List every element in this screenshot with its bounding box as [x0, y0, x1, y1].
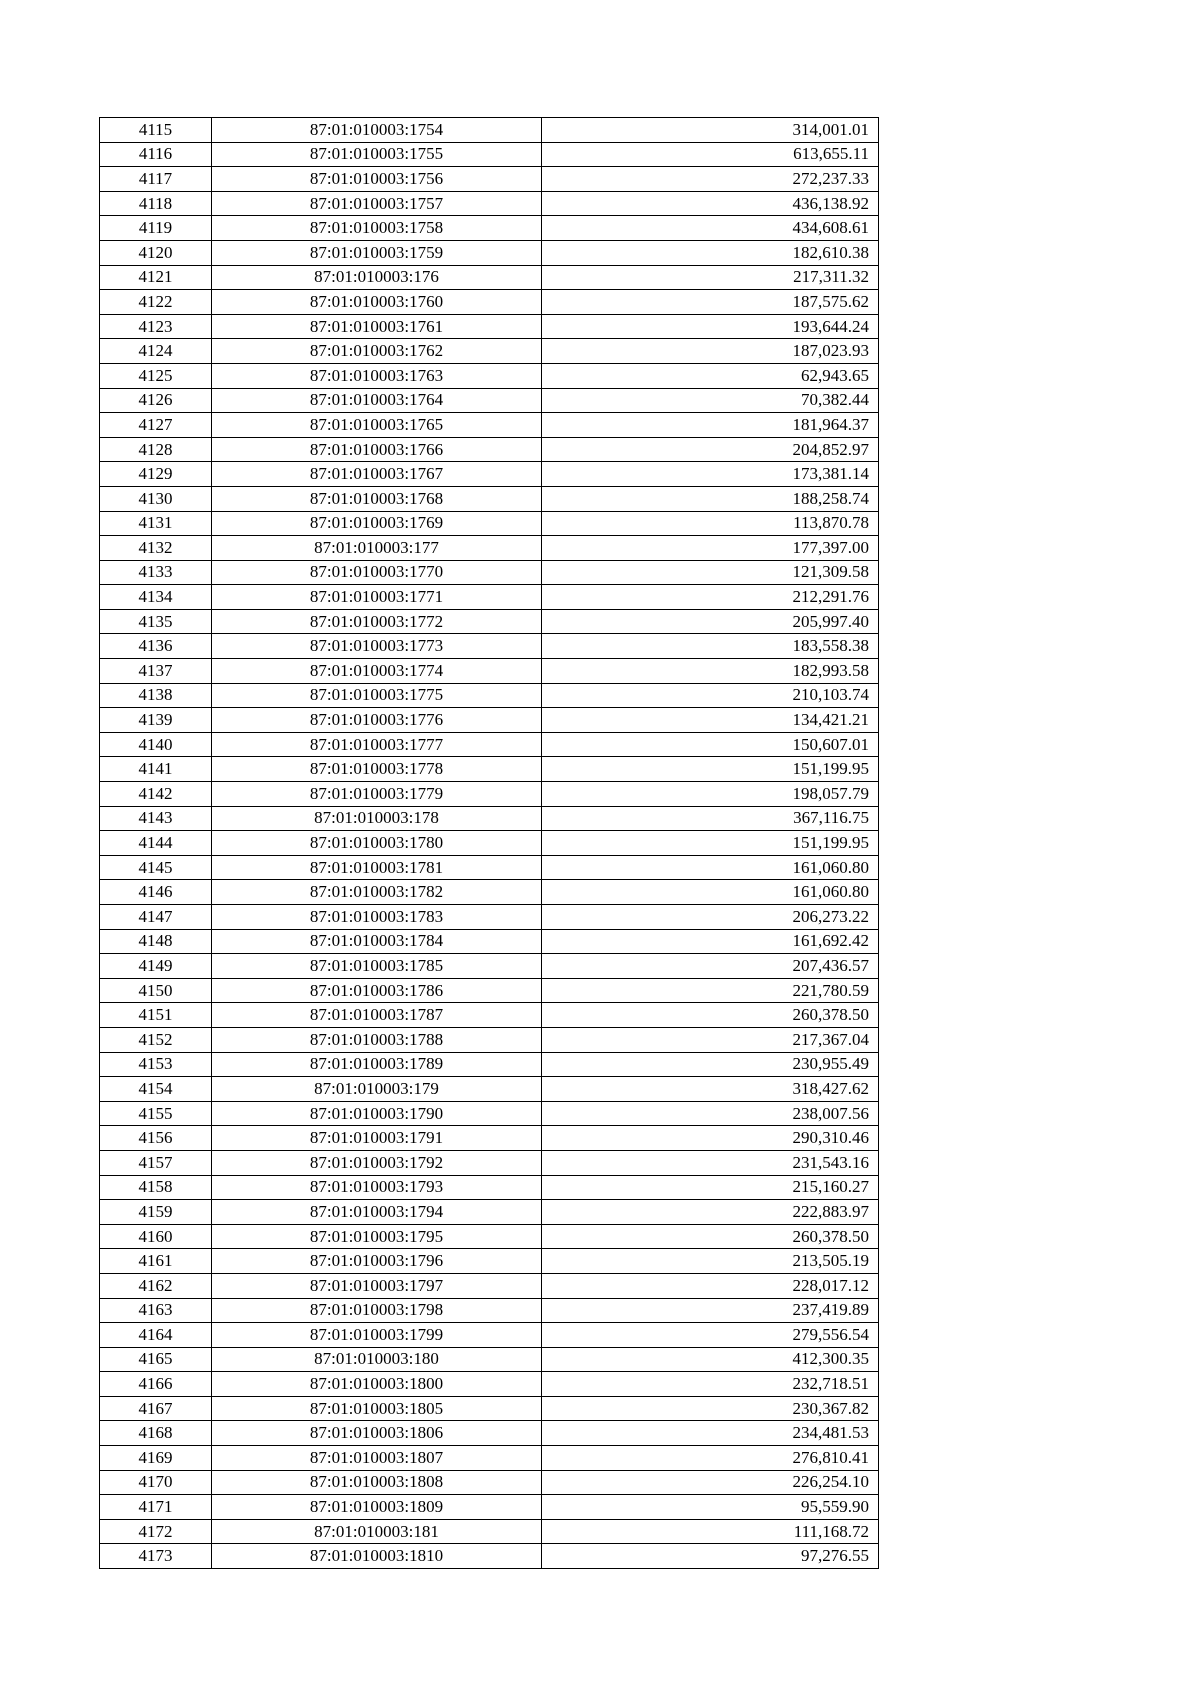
table-row [100, 1470, 879, 1495]
cadastral-number-cell: 87:01:010003:1756 [212, 167, 542, 192]
table-row [100, 806, 879, 831]
table-row [100, 1101, 879, 1126]
row-number-cell: 4170 [100, 1470, 212, 1495]
value-cell: 613,655.11 [542, 142, 879, 167]
table-body [100, 118, 879, 1569]
row-number-cell: 4145 [100, 855, 212, 880]
cadastral-number-cell: 87:01:010003:1754 [212, 118, 542, 143]
value-cell: 314,001.01 [542, 118, 879, 143]
value-cell: 62,943.65 [542, 363, 879, 388]
cadastral-number-cell: 87:01:010003:1767 [212, 462, 542, 487]
table-row [100, 511, 879, 536]
table-row [100, 314, 879, 339]
table-row [100, 1544, 879, 1569]
table-row [100, 118, 879, 143]
table-row [100, 1052, 879, 1077]
table-row [100, 929, 879, 954]
row-number-cell: 4126 [100, 388, 212, 413]
cadastral-number-cell: 87:01:010003:1761 [212, 314, 542, 339]
row-number-cell: 4150 [100, 978, 212, 1003]
row-number-cell: 4140 [100, 732, 212, 757]
row-number-cell: 4127 [100, 413, 212, 438]
row-number-cell: 4162 [100, 1273, 212, 1298]
row-number-cell: 4146 [100, 880, 212, 905]
table-row [100, 978, 879, 1003]
row-number-cell: 4167 [100, 1396, 212, 1421]
cadastral-number-cell: 87:01:010003:1755 [212, 142, 542, 167]
table-row [100, 732, 879, 757]
row-number-cell: 4116 [100, 142, 212, 167]
cadastral-number-cell: 87:01:010003:1775 [212, 683, 542, 708]
table-row [100, 339, 879, 364]
table-row [100, 388, 879, 413]
value-cell: 177,397.00 [542, 536, 879, 561]
value-cell: 221,780.59 [542, 978, 879, 1003]
value-cell: 212,291.76 [542, 585, 879, 610]
table-row [100, 659, 879, 684]
row-number-cell: 4118 [100, 191, 212, 216]
value-cell: 260,378.50 [542, 1003, 879, 1028]
row-number-cell: 4117 [100, 167, 212, 192]
value-cell: 436,138.92 [542, 191, 879, 216]
table-row [100, 216, 879, 241]
cadastral-number-cell: 87:01:010003:1780 [212, 831, 542, 856]
cadastral-number-cell: 87:01:010003:1770 [212, 560, 542, 585]
cadastral-number-cell: 87:01:010003:1778 [212, 757, 542, 782]
row-number-cell: 4123 [100, 314, 212, 339]
cadastral-number-cell: 87:01:010003:179 [212, 1077, 542, 1102]
table-row [100, 1126, 879, 1151]
value-cell: 217,311.32 [542, 265, 879, 290]
row-number-cell: 4164 [100, 1323, 212, 1348]
value-cell: 318,427.62 [542, 1077, 879, 1102]
table-row [100, 585, 879, 610]
cadastral-number-cell: 87:01:010003:1791 [212, 1126, 542, 1151]
cadastral-number-cell: 87:01:010003:1806 [212, 1421, 542, 1446]
value-cell: 237,419.89 [542, 1298, 879, 1323]
value-cell: 198,057.79 [542, 782, 879, 807]
table-row [100, 683, 879, 708]
cadastral-number-cell: 87:01:010003:1776 [212, 708, 542, 733]
table-row [100, 142, 879, 167]
value-cell: 161,060.80 [542, 855, 879, 880]
row-number-cell: 4159 [100, 1200, 212, 1225]
row-number-cell: 4148 [100, 929, 212, 954]
cadastral-number-cell: 87:01:010003:1771 [212, 585, 542, 610]
cadastral-number-cell: 87:01:010003:180 [212, 1347, 542, 1372]
table-row [100, 1249, 879, 1274]
cadastral-number-cell: 87:01:010003:1779 [212, 782, 542, 807]
value-cell: 161,060.80 [542, 880, 879, 905]
row-number-cell: 4122 [100, 290, 212, 315]
value-cell: 187,023.93 [542, 339, 879, 364]
cadastral-number-cell: 87:01:010003:1787 [212, 1003, 542, 1028]
table-row [100, 954, 879, 979]
cadastral-number-cell: 87:01:010003:1783 [212, 905, 542, 930]
value-cell: 206,273.22 [542, 905, 879, 930]
value-cell: 290,310.46 [542, 1126, 879, 1151]
cadastral-number-cell: 87:01:010003:1805 [212, 1396, 542, 1421]
table-row [100, 1298, 879, 1323]
value-cell: 222,883.97 [542, 1200, 879, 1225]
table-row [100, 486, 879, 511]
value-cell: 97,276.55 [542, 1544, 879, 1569]
cadastral-number-cell: 87:01:010003:1784 [212, 929, 542, 954]
table-row [100, 560, 879, 585]
value-cell: 161,692.42 [542, 929, 879, 954]
cadastral-number-cell: 87:01:010003:176 [212, 265, 542, 290]
cadastral-number-cell: 87:01:010003:1789 [212, 1052, 542, 1077]
row-number-cell: 4124 [100, 339, 212, 364]
value-cell: 134,421.21 [542, 708, 879, 733]
cadastral-number-cell: 87:01:010003:1757 [212, 191, 542, 216]
table-row [100, 167, 879, 192]
cadastral-number-cell: 87:01:010003:177 [212, 536, 542, 561]
value-cell: 226,254.10 [542, 1470, 879, 1495]
cadastral-number-cell: 87:01:010003:1794 [212, 1200, 542, 1225]
table-row [100, 782, 879, 807]
table-row [100, 1519, 879, 1544]
cadastral-number-cell: 87:01:010003:1782 [212, 880, 542, 905]
row-number-cell: 4138 [100, 683, 212, 708]
row-number-cell: 4139 [100, 708, 212, 733]
row-number-cell: 4135 [100, 609, 212, 634]
row-number-cell: 4134 [100, 585, 212, 610]
table-row [100, 1421, 879, 1446]
table-row [100, 1495, 879, 1520]
table-row [100, 1446, 879, 1471]
value-cell: 95,559.90 [542, 1495, 879, 1520]
value-cell: 204,852.97 [542, 437, 879, 462]
row-number-cell: 4171 [100, 1495, 212, 1520]
value-cell: 173,381.14 [542, 462, 879, 487]
table-row [100, 757, 879, 782]
value-cell: 213,505.19 [542, 1249, 879, 1274]
cadastral-number-cell: 87:01:010003:1781 [212, 855, 542, 880]
table-row [100, 1372, 879, 1397]
value-cell: 205,997.40 [542, 609, 879, 634]
cadastral-number-cell: 87:01:010003:1799 [212, 1323, 542, 1348]
value-cell: 111,168.72 [542, 1519, 879, 1544]
value-cell: 276,810.41 [542, 1446, 879, 1471]
value-cell: 228,017.12 [542, 1273, 879, 1298]
row-number-cell: 4144 [100, 831, 212, 856]
value-cell: 230,367.82 [542, 1396, 879, 1421]
row-number-cell: 4165 [100, 1347, 212, 1372]
row-number-cell: 4154 [100, 1077, 212, 1102]
table-row [100, 1175, 879, 1200]
value-cell: 188,258.74 [542, 486, 879, 511]
value-cell: 151,199.95 [542, 757, 879, 782]
row-number-cell: 4119 [100, 216, 212, 241]
cadastral-number-cell: 87:01:010003:1772 [212, 609, 542, 634]
value-cell: 113,870.78 [542, 511, 879, 536]
value-cell: 182,993.58 [542, 659, 879, 684]
value-cell: 234,481.53 [542, 1421, 879, 1446]
value-cell: 183,558.38 [542, 634, 879, 659]
cadastral-number-cell: 87:01:010003:1808 [212, 1470, 542, 1495]
cadastral-number-cell: 87:01:010003:1758 [212, 216, 542, 241]
table-row [100, 855, 879, 880]
cadastral-number-cell: 87:01:010003:1810 [212, 1544, 542, 1569]
cadastral-number-cell: 87:01:010003:1766 [212, 437, 542, 462]
value-cell: 121,309.58 [542, 560, 879, 585]
cadastral-number-cell: 87:01:010003:1800 [212, 1372, 542, 1397]
row-number-cell: 4133 [100, 560, 212, 585]
value-cell: 367,116.75 [542, 806, 879, 831]
row-number-cell: 4155 [100, 1101, 212, 1126]
row-number-cell: 4130 [100, 486, 212, 511]
row-number-cell: 4172 [100, 1519, 212, 1544]
value-cell: 412,300.35 [542, 1347, 879, 1372]
row-number-cell: 4158 [100, 1175, 212, 1200]
value-cell: 210,103.74 [542, 683, 879, 708]
cadastral-number-cell: 87:01:010003:1788 [212, 1027, 542, 1052]
table-row [100, 1273, 879, 1298]
cadastral-number-cell: 87:01:010003:1760 [212, 290, 542, 315]
cadastral-number-cell: 87:01:010003:1785 [212, 954, 542, 979]
cadastral-value-table [99, 117, 879, 1569]
row-number-cell: 4163 [100, 1298, 212, 1323]
value-cell: 232,718.51 [542, 1372, 879, 1397]
cadastral-number-cell: 87:01:010003:1763 [212, 363, 542, 388]
table-row [100, 1077, 879, 1102]
table-row [100, 290, 879, 315]
row-number-cell: 4151 [100, 1003, 212, 1028]
cadastral-number-cell: 87:01:010003:1797 [212, 1273, 542, 1298]
cadastral-number-cell: 87:01:010003:1774 [212, 659, 542, 684]
row-number-cell: 4136 [100, 634, 212, 659]
cadastral-number-cell: 87:01:010003:1768 [212, 486, 542, 511]
value-cell: 231,543.16 [542, 1150, 879, 1175]
row-number-cell: 4160 [100, 1224, 212, 1249]
row-number-cell: 4142 [100, 782, 212, 807]
row-number-cell: 4131 [100, 511, 212, 536]
row-number-cell: 4156 [100, 1126, 212, 1151]
table-row [100, 1323, 879, 1348]
table-row [100, 363, 879, 388]
table-row [100, 708, 879, 733]
value-cell: 193,644.24 [542, 314, 879, 339]
value-cell: 151,199.95 [542, 831, 879, 856]
cadastral-number-cell: 87:01:010003:1762 [212, 339, 542, 364]
table-row [100, 1224, 879, 1249]
cadastral-number-cell: 87:01:010003:1809 [212, 1495, 542, 1520]
row-number-cell: 4168 [100, 1421, 212, 1446]
table-row [100, 1150, 879, 1175]
value-cell: 187,575.62 [542, 290, 879, 315]
cadastral-number-cell: 87:01:010003:1764 [212, 388, 542, 413]
row-number-cell: 4169 [100, 1446, 212, 1471]
table-row [100, 634, 879, 659]
row-number-cell: 4143 [100, 806, 212, 831]
table-row [100, 1396, 879, 1421]
value-cell: 279,556.54 [542, 1323, 879, 1348]
cadastral-number-cell: 87:01:010003:1786 [212, 978, 542, 1003]
table-row [100, 191, 879, 216]
row-number-cell: 4129 [100, 462, 212, 487]
value-cell: 150,607.01 [542, 732, 879, 757]
row-number-cell: 4166 [100, 1372, 212, 1397]
value-cell: 260,378.50 [542, 1224, 879, 1249]
cadastral-number-cell: 87:01:010003:1807 [212, 1446, 542, 1471]
row-number-cell: 4173 [100, 1544, 212, 1569]
cadastral-number-cell: 87:01:010003:1792 [212, 1150, 542, 1175]
row-number-cell: 4152 [100, 1027, 212, 1052]
cadastral-number-cell: 87:01:010003:1798 [212, 1298, 542, 1323]
cadastral-number-cell: 87:01:010003:1796 [212, 1249, 542, 1274]
row-number-cell: 4125 [100, 363, 212, 388]
value-cell: 181,964.37 [542, 413, 879, 438]
table-row [100, 462, 879, 487]
table-row [100, 265, 879, 290]
row-number-cell: 4115 [100, 118, 212, 143]
value-cell: 217,367.04 [542, 1027, 879, 1052]
cadastral-number-cell: 87:01:010003:178 [212, 806, 542, 831]
table-row [100, 609, 879, 634]
value-cell: 230,955.49 [542, 1052, 879, 1077]
row-number-cell: 4137 [100, 659, 212, 684]
table-row [100, 536, 879, 561]
data-table-container [99, 117, 878, 1569]
cadastral-number-cell: 87:01:010003:1777 [212, 732, 542, 757]
table-row [100, 831, 879, 856]
table-row [100, 1027, 879, 1052]
cadastral-number-cell: 87:01:010003:1793 [212, 1175, 542, 1200]
cadastral-number-cell: 87:01:010003:1765 [212, 413, 542, 438]
row-number-cell: 4121 [100, 265, 212, 290]
value-cell: 70,382.44 [542, 388, 879, 413]
cadastral-number-cell: 87:01:010003:1795 [212, 1224, 542, 1249]
row-number-cell: 4153 [100, 1052, 212, 1077]
row-number-cell: 4141 [100, 757, 212, 782]
row-number-cell: 4147 [100, 905, 212, 930]
table-row [100, 413, 879, 438]
value-cell: 238,007.56 [542, 1101, 879, 1126]
cadastral-number-cell: 87:01:010003:181 [212, 1519, 542, 1544]
value-cell: 434,608.61 [542, 216, 879, 241]
cadastral-number-cell: 87:01:010003:1790 [212, 1101, 542, 1126]
row-number-cell: 4149 [100, 954, 212, 979]
row-number-cell: 4157 [100, 1150, 212, 1175]
table-row [100, 1003, 879, 1028]
table-row [100, 437, 879, 462]
cadastral-number-cell: 87:01:010003:1773 [212, 634, 542, 659]
cadastral-number-cell: 87:01:010003:1769 [212, 511, 542, 536]
value-cell: 207,436.57 [542, 954, 879, 979]
cadastral-number-cell: 87:01:010003:1759 [212, 240, 542, 265]
table-row [100, 1347, 879, 1372]
row-number-cell: 4120 [100, 240, 212, 265]
value-cell: 215,160.27 [542, 1175, 879, 1200]
value-cell: 272,237.33 [542, 167, 879, 192]
table-row [100, 880, 879, 905]
row-number-cell: 4161 [100, 1249, 212, 1274]
table-row [100, 240, 879, 265]
row-number-cell: 4128 [100, 437, 212, 462]
row-number-cell: 4132 [100, 536, 212, 561]
value-cell: 182,610.38 [542, 240, 879, 265]
table-row [100, 1200, 879, 1225]
table-row [100, 905, 879, 930]
